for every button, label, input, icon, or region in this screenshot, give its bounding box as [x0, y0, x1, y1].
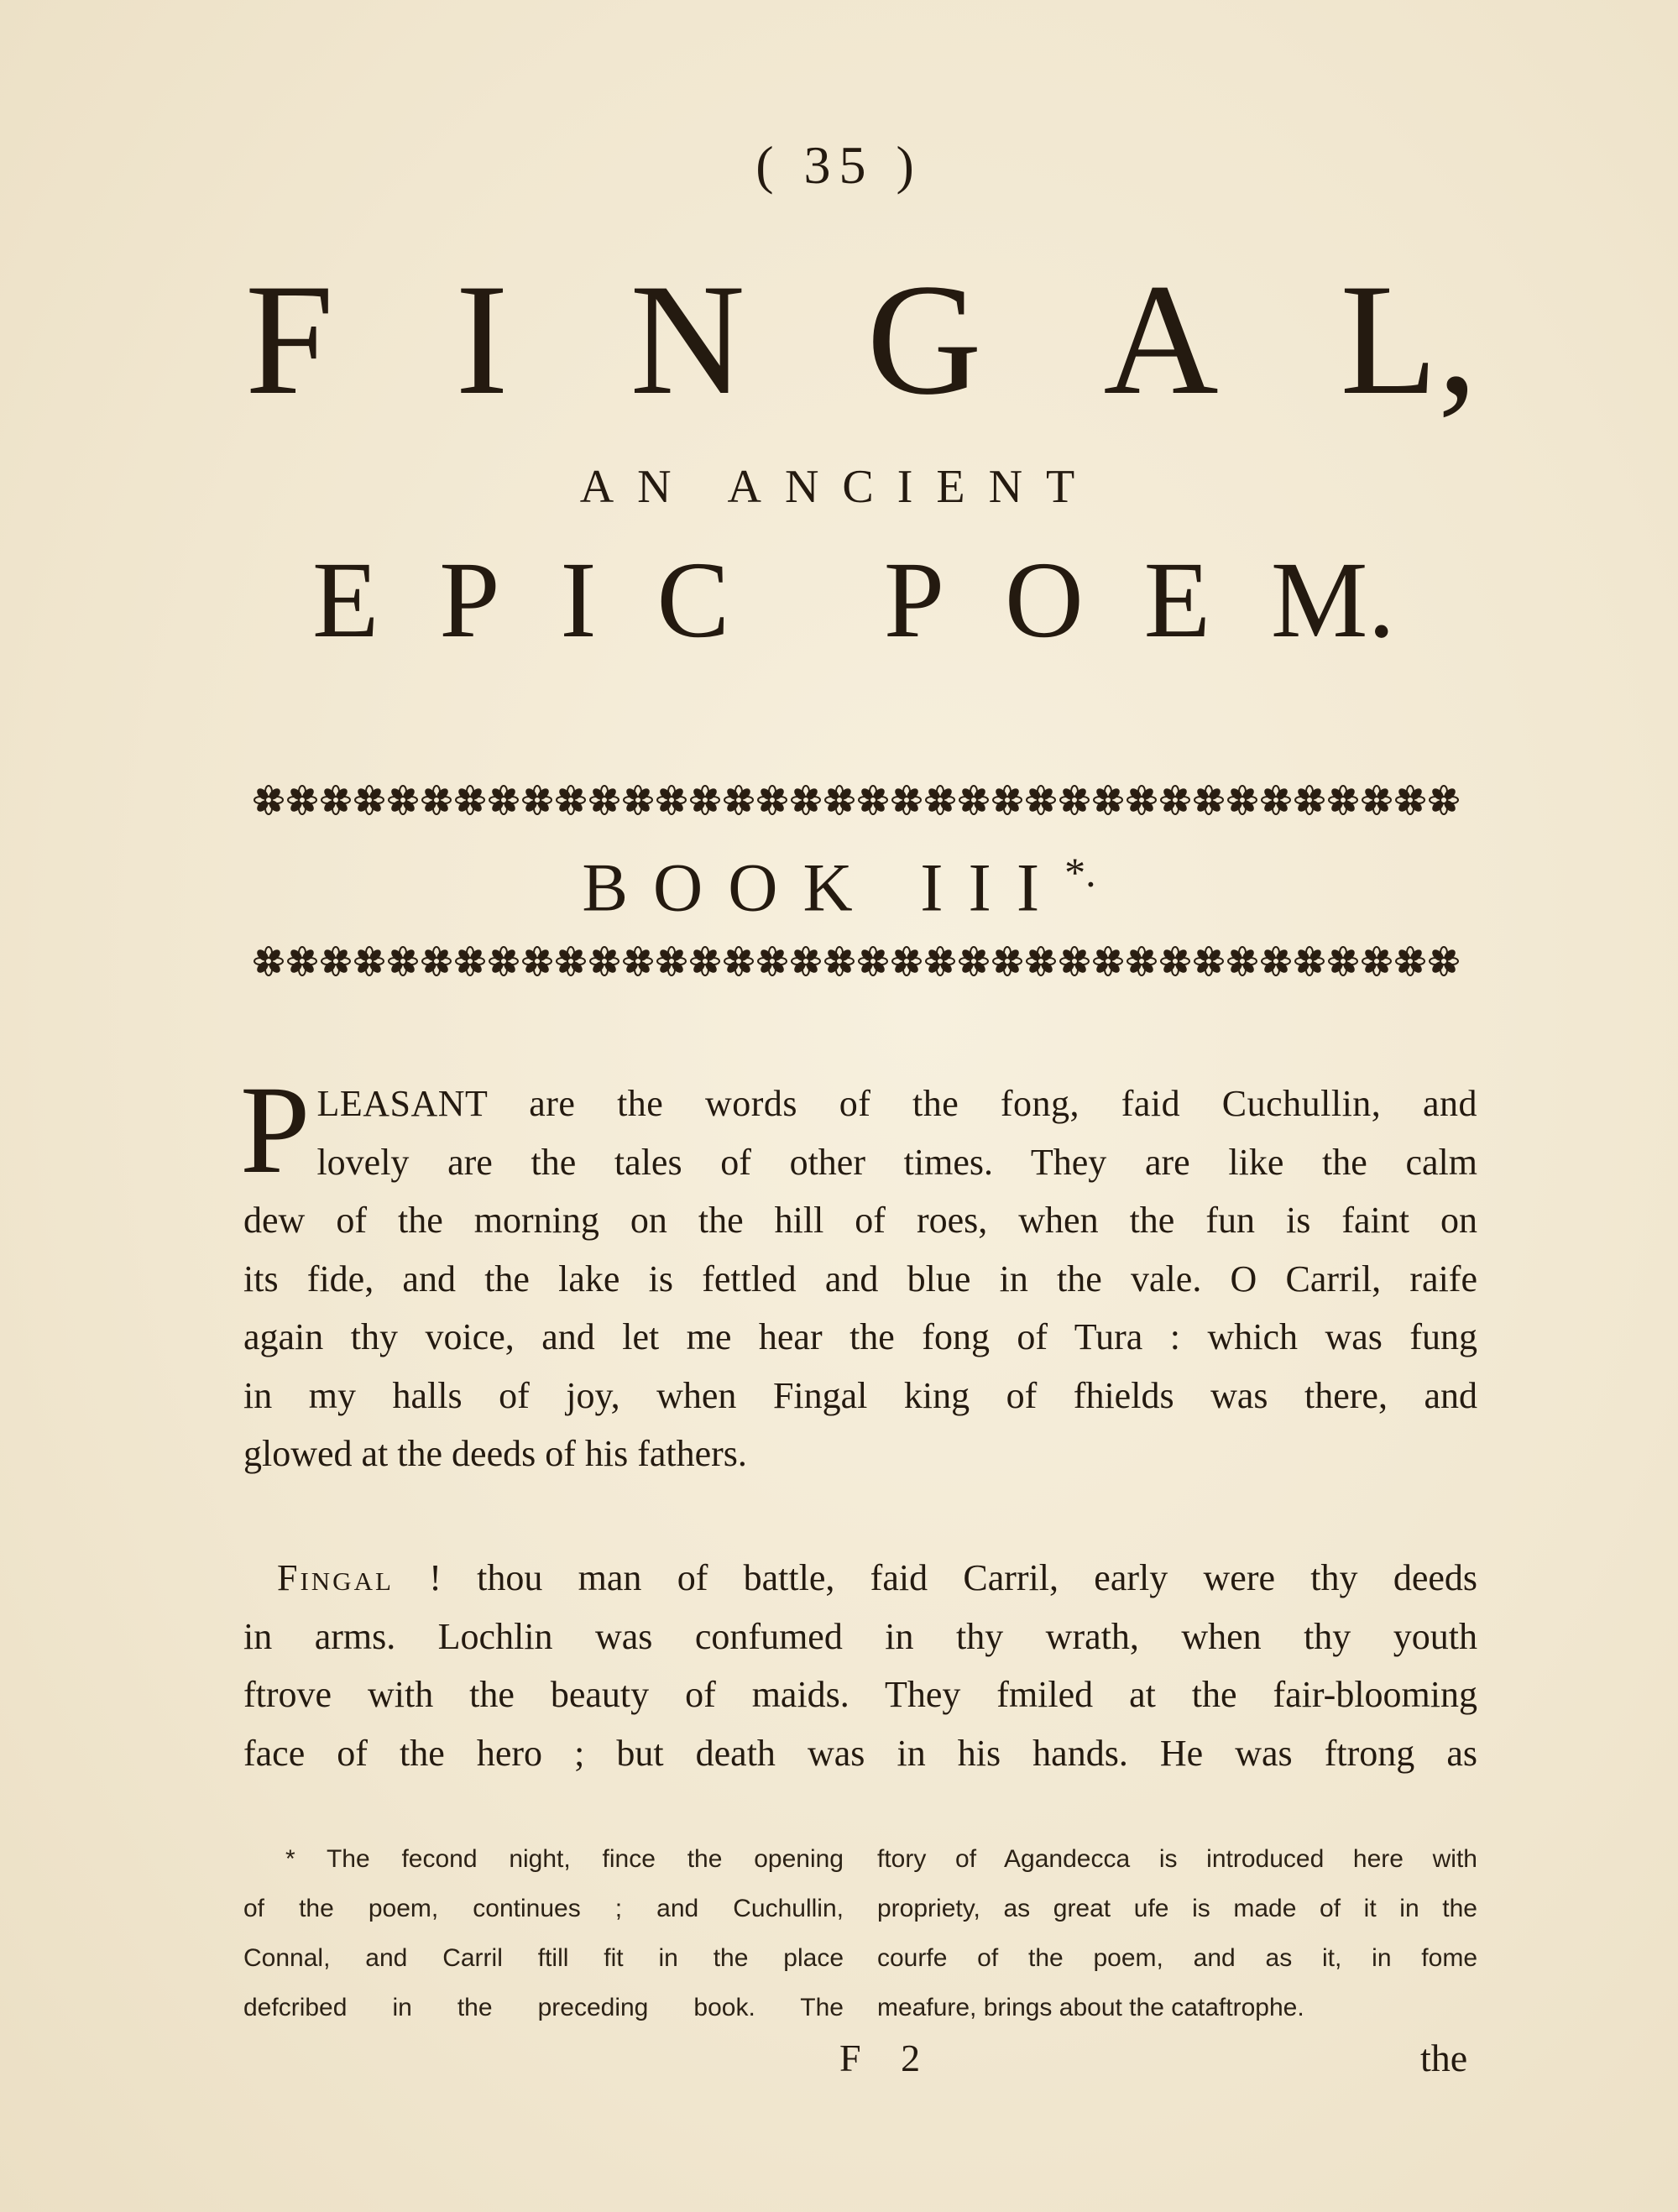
epic-letter: C	[656, 540, 730, 661]
ornament-border-top	[252, 779, 1461, 821]
smallcaps-name: Fingal	[277, 1557, 394, 1598]
title-letter: L,	[1340, 252, 1477, 428]
footnote-line: ftory of Agandecca is introduced here with	[877, 1845, 1477, 1873]
ornament-rosette	[1430, 786, 1458, 814]
ornament-rosette	[355, 947, 384, 975]
ornament-rosette	[892, 947, 921, 975]
ornament-rosette	[523, 786, 551, 814]
ornament-rosette	[892, 786, 921, 814]
ornament-rosette	[1194, 786, 1223, 814]
ornament-rosette	[288, 786, 316, 814]
footnotes	[243, 1834, 1477, 2032]
ornament-rosette	[489, 947, 518, 975]
text-line: lovely are the tales of other times. They are like the calm	[316, 1141, 1477, 1183]
ornament-rosette	[792, 786, 820, 814]
text-line: in my halls of joy, when Fingal king of fhields was there, and	[243, 1374, 1477, 1416]
ornament-rosette	[254, 947, 283, 975]
ornament-rosette	[993, 786, 1022, 814]
ornament-rosette	[1027, 786, 1055, 814]
ornament-rosette	[1127, 786, 1156, 814]
ornament-rosette	[422, 947, 451, 975]
word-gap	[790, 546, 823, 655]
footnote-line: courfe of the poem, and as it, in fome	[877, 1944, 1477, 1972]
ornament-rosette	[724, 947, 753, 975]
ornament-rosette	[1430, 947, 1458, 975]
epic-letter: E	[1143, 540, 1211, 661]
book-heading	[0, 848, 1678, 927]
ornament-rosette	[422, 786, 451, 814]
epic-letter: P	[883, 540, 945, 661]
footnote-line: Connal, and Carril ftill fit in the place	[243, 1944, 844, 1972]
ornament-rosette	[1161, 786, 1189, 814]
ornament-rosette	[825, 947, 854, 975]
footnote-mark: *.	[1064, 849, 1096, 896]
ornament-rosette	[959, 947, 988, 975]
ornament-rosette	[1396, 947, 1424, 975]
ornament-rosette	[1262, 947, 1290, 975]
ornament-rosette	[792, 947, 820, 975]
ornament-rosette	[590, 786, 619, 814]
ornament-rosette	[557, 786, 585, 814]
drop-cap: P	[240, 1060, 311, 1200]
ornament-rosette	[1295, 786, 1324, 814]
ornament-rosette	[523, 947, 551, 975]
ornament-rosette	[1228, 786, 1257, 814]
ornament-rosette	[959, 786, 988, 814]
ornament-rosette	[1127, 947, 1156, 975]
footnote-line: propriety, as great ufe is made of it in the	[877, 1895, 1477, 1922]
text-line: dew of the morning on the hill of roes, when the fun is faint on	[243, 1200, 1477, 1241]
ornament-rosette	[624, 786, 652, 814]
page-number: ( 35 )	[755, 135, 923, 195]
ornament-rosette	[724, 786, 753, 814]
ornament-rosette	[590, 947, 619, 975]
main-title	[245, 252, 1477, 428]
footnote-line: defcribed in the preceding book. The	[243, 1994, 844, 2021]
ornament-rosette	[389, 947, 417, 975]
text-line: in arms. Lochlin was confumed in thy wrath, when thy youth	[243, 1615, 1477, 1657]
ornament-rosette	[1329, 786, 1357, 814]
epic-letter: I	[560, 540, 597, 661]
footnote-line: meafure, brings about the cataftrophe.	[877, 1994, 1304, 2021]
footnote-line: of the poem, continues ; and Cuchullin,	[243, 1895, 844, 1922]
ornament-rosette	[1396, 786, 1424, 814]
signature-mark: F 2	[839, 2037, 936, 2079]
ornament-rosette	[321, 786, 350, 814]
title-letter: N	[630, 252, 745, 428]
epic-letter: P	[439, 540, 500, 661]
ornament-rosette	[1262, 786, 1290, 814]
ornament-rosette	[758, 786, 787, 814]
ornament-rosette	[1161, 947, 1189, 975]
book-heading-text: BOOK III	[582, 849, 1065, 926]
paragraph-1	[240, 1060, 1477, 1483]
paragraph-2	[243, 1549, 1477, 1782]
epic-letter: O	[1004, 540, 1084, 661]
ornament-rosette	[1060, 786, 1089, 814]
epic-letter: E	[312, 540, 379, 661]
ornament-rosette	[624, 947, 652, 975]
text-line: LEASANT are the words of the fong, faid Cuchullin, and	[316, 1083, 1477, 1124]
ornament-rosette	[1362, 786, 1391, 814]
ornament-rosette	[657, 786, 686, 814]
epic-letter: M.	[1270, 540, 1395, 661]
footnote-left-column	[243, 1834, 844, 2032]
footnote-line: * The fecond night, fince the opening	[285, 1845, 844, 1873]
ornament-rosette	[1060, 947, 1089, 975]
ornament-rosette	[825, 786, 854, 814]
subtitle: AN ANCIENT	[579, 461, 1099, 513]
text-line-rest: ! thou man of battle, faid Carril, early were thy deeds	[429, 1557, 1477, 1598]
ornament-rosette	[489, 786, 518, 814]
ornament-rosette	[254, 786, 283, 814]
ornament-rosette	[1228, 947, 1257, 975]
ornament-rosette	[691, 947, 719, 975]
text-line: glowed at the deeds of his fathers.	[243, 1433, 747, 1474]
text-line: ftrove with the beauty of maids. They fmiled at the fair-blooming	[243, 1674, 1477, 1715]
ornament-rosette	[859, 786, 887, 814]
ornament-rosette	[926, 786, 954, 814]
ornament-rosette	[557, 947, 585, 975]
ornament-rosette	[389, 786, 417, 814]
epic-title	[312, 540, 1395, 661]
footnote-right-column	[877, 1834, 1477, 2032]
ornament-rosette	[456, 786, 484, 814]
ornament-rosette	[355, 786, 384, 814]
catchword: the	[1420, 2037, 1468, 2079]
ornament-rosette	[1027, 947, 1055, 975]
ornament-rosette	[691, 786, 719, 814]
ornament-rosette	[1362, 947, 1391, 975]
title-letter: G	[866, 252, 982, 428]
text-line: again thy voice, and let me hear the fong of Tura : which was fung	[243, 1316, 1477, 1357]
ornament-rosette	[1329, 947, 1357, 975]
ornament-rosette	[1194, 947, 1223, 975]
ornament-rosette	[1094, 947, 1122, 975]
ornament-rosette	[657, 947, 686, 975]
text-line: face of the hero ; but death was in his hands. He was ftrong as	[243, 1732, 1477, 1774]
ornament-rosette	[859, 947, 887, 975]
text-line: its fide, and the lake is fettled and blue in the vale. O Carril, raife	[243, 1258, 1477, 1299]
ornament-border-bottom	[252, 940, 1461, 982]
title-letter: I	[455, 252, 509, 428]
ornament-rosette	[321, 947, 350, 975]
title-letter: F	[245, 252, 334, 428]
ornament-rosette	[758, 947, 787, 975]
ornament-rosette	[926, 947, 954, 975]
title-letter: A	[1103, 252, 1219, 428]
ornament-rosette	[1295, 947, 1324, 975]
ornament-rosette	[456, 947, 484, 975]
ornament-rosette	[1094, 786, 1122, 814]
text-line	[243, 1549, 1477, 1608]
ornament-rosette	[993, 947, 1022, 975]
ornament-rosette	[288, 947, 316, 975]
